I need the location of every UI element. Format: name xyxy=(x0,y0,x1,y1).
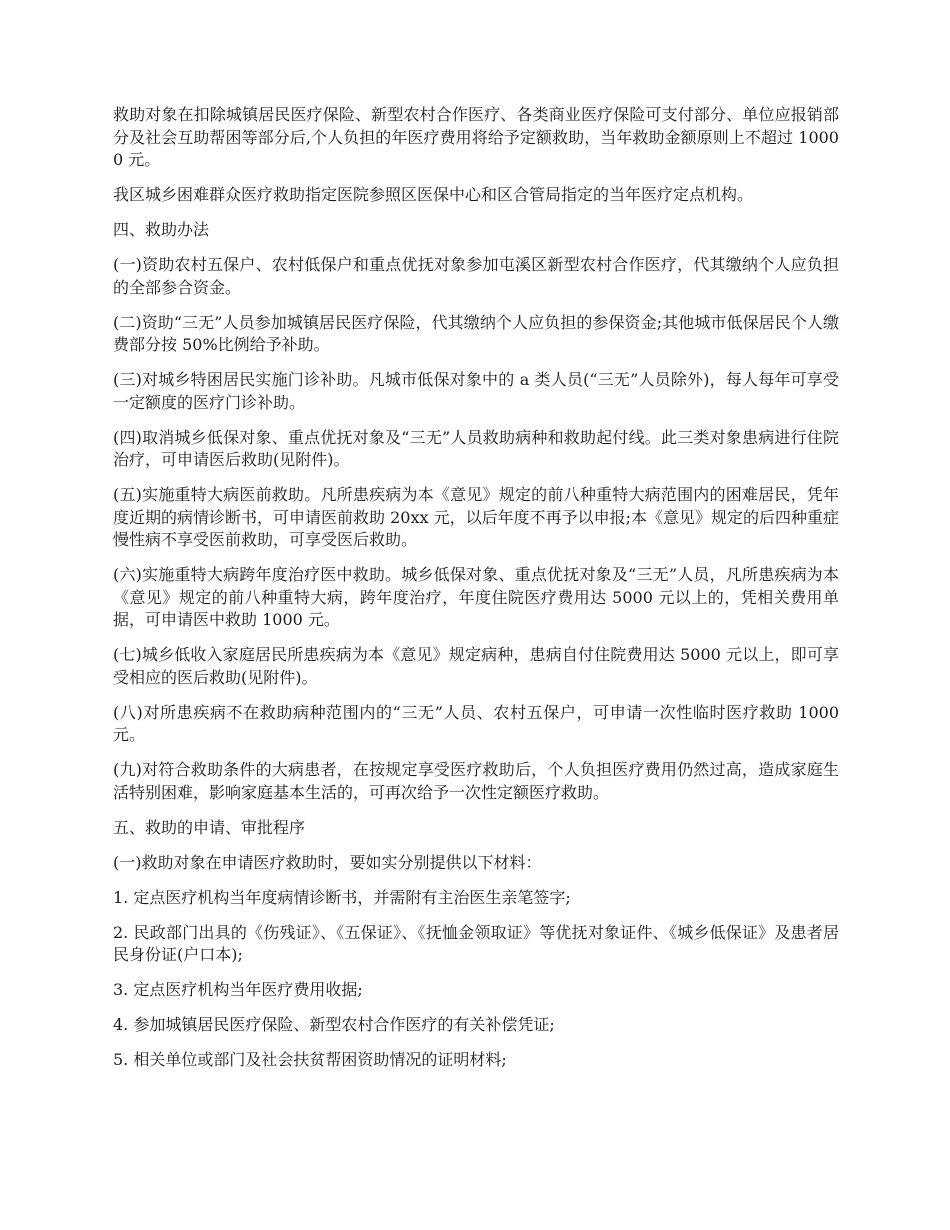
paragraph: (四)取消城乡低保对象、重点优抚对象及“三无”人员救助病种和救助起付线。此三类对象患病进行住院治疗，可申请医后救助(见附件)。 xyxy=(113,427,839,469)
list-item: 2. 民政部门出具的《伤残证》、《五保证》、《抚恤金领取证》等优抚对象证件、《城乡低保证》及患者居民身份证(户口本); xyxy=(113,922,839,964)
paragraph: (五)实施重特大病医前救助。凡所患疾病为本《意见》规定的前八种重特大病范围内的困难居民，凭年度近期的病情诊断书，可申请医前救助 20xx 元，以后年度不再予以申报;本《意见》规定的后四种重症慢性病不享受医前救助，可享受医后救助。 xyxy=(113,485,839,549)
paragraph: (六)实施重特大病跨年度治疗医中救助。城乡低保对象、重点优抚对象及“三无”人员，凡所患疾病为本《意见》规定的前八种重特大病，跨年度治疗，年度住院医疗费用达 5000 元以上的，凭相关费用单据，可申请医中救助 1000 元。 xyxy=(113,565,839,629)
paragraph: 我区城乡困难群众医疗救助指定医院参照区医保中心和区合管局指定的当年医疗定点机构。 xyxy=(113,185,754,204)
section-heading: 四、救助办法 xyxy=(113,220,210,239)
paragraph: (九)对符合救助条件的大病患者，在按规定享受医疗救助后，个人负担医疗费用仍然过高，造成家庭生活特别困难，影响家庭基本生活的，可再次给予一次性定额医疗救助。 xyxy=(113,760,839,802)
paragraph: (二)资助“三无”人员参加城镇居民医疗保险，代其缴纳个人应负担的参保资金;其他城市低保居民个人缴费部分按 50%比例给予补助。 xyxy=(113,312,839,354)
paragraph: (七)城乡低收入家庭居民所患疾病为本《意见》规定病种，患病自付住院费用达 5000 元以上，即可享受相应的医后救助(见附件)。 xyxy=(113,645,839,687)
paragraph: (一)救助对象在申请医疗救助时，要如实分别提供以下材料： xyxy=(113,852,542,872)
paragraph: (一)资助农村五保户、农村低保户和重点优抚对象参加屯溪区新型农村合作医疗，代其缴纳个人应负担的全部参合资金。 xyxy=(113,255,839,297)
list-item: 3. 定点医疗机构当年医疗费用收据; xyxy=(113,980,363,999)
list-item: 5. 相关单位或部门及社会扶贫帮困资助情况的证明材料; xyxy=(113,1050,507,1069)
paragraph: 救助对象在扣除城镇居民医疗保险、新型农村合作医疗、各类商业医疗保险可支付部分、单位应报销部分及社会互助帮困等部分后,个人负担的年医疗费用将给予定额救助，当年救助金额原则上不超过 10000 元。 xyxy=(113,105,839,169)
paragraph: (三)对城乡特困居民实施门诊补助。凡城市低保对象中的 a 类人员(“三无”人员除外)，每人每年可享受一定额度的医疗门诊补助。 xyxy=(113,370,839,412)
paragraph: (八)对所患疾病不在救助病种范围内的“三无”人员、农村五保户，可申请一次性临时医疗救助 1000 元。 xyxy=(113,702,839,744)
section-heading: 五、救助的申请、审批程序 xyxy=(113,817,306,837)
list-item: 1. 定点医疗机构当年度病情诊断书，并需附有主治医生亲笔签字; xyxy=(113,887,571,907)
document-body xyxy=(113,104,839,1084)
list-item: 4. 参加城镇居民医疗保险、新型农村合作医疗的有关补偿凭证; xyxy=(113,1015,555,1034)
